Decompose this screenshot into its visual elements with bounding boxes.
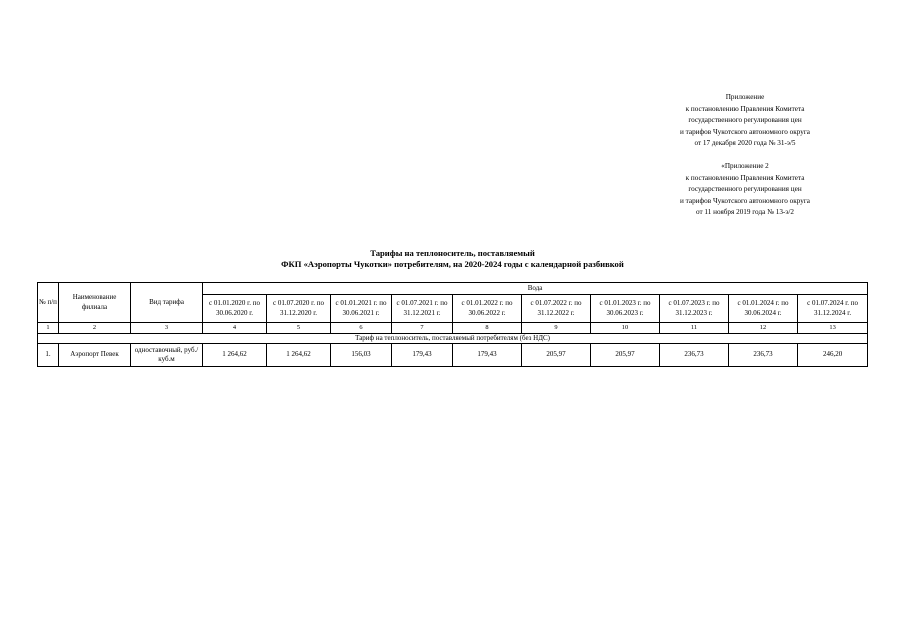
row-no: 1. — [38, 344, 59, 367]
header-period: с 01.07.2023 г. по 31.12.2023 г. — [660, 295, 729, 323]
row-value: 205,97 — [522, 344, 591, 367]
column-number: 5 — [267, 323, 331, 334]
row-branch: Аэропорт Певек — [59, 344, 131, 367]
row-tariff-type: одноставочный, руб./куб.м — [131, 344, 203, 367]
table-row — [38, 344, 868, 367]
column-number: 13 — [798, 323, 868, 334]
header-row — [38, 283, 868, 295]
appendix-line: к постановлению Правления Комитета — [685, 173, 805, 182]
column-number: 4 — [203, 323, 267, 334]
appendix-line: «Приложение 2 — [721, 161, 769, 170]
appendix-line: государственного регулирования цен — [688, 185, 802, 194]
appendix-header — [640, 92, 850, 219]
header-tariff-type: Вид тарифа — [131, 283, 203, 323]
section-label: Тариф на теплоноситель, поставляемый потребителям (без НДС) — [38, 333, 868, 344]
column-number: 9 — [522, 323, 591, 334]
column-number: 6 — [331, 323, 392, 334]
header-period: с 01.01.2023 г. по 30.06.2023 г. — [591, 295, 660, 323]
row-value: 246,20 — [798, 344, 868, 367]
header-period: с 01.07.2021 г. по 31.12.2021 г. — [392, 295, 453, 323]
column-number: 7 — [392, 323, 453, 334]
header-group-water: Вода — [203, 283, 868, 295]
appendix-line: Приложение — [725, 93, 765, 101]
appendix-line: от 11 ноября 2019 года № 13-э/2 — [696, 208, 794, 217]
section-row — [38, 333, 868, 344]
row-value: 156,03 — [331, 344, 392, 367]
column-number: 2 — [59, 323, 131, 334]
row-value: 179,43 — [392, 344, 453, 367]
column-number: 10 — [591, 323, 660, 334]
appendix-line: и тарифов Чукотского автономного округа — [680, 127, 810, 136]
header-period: с 01.07.2022 г. по 31.12.2022 г. — [522, 295, 591, 323]
appendix-line: к постановлению Правления Комитета — [685, 104, 805, 113]
header-period: с 01.07.2020 г. по 31.12.2020 г. — [267, 295, 331, 323]
appendix-line: от 17 декабря 2020 года № 31-э/5 — [694, 139, 796, 148]
tariff-table — [37, 282, 868, 367]
appendix-block-previous — [640, 161, 850, 219]
header-branch: Наименование филиала — [59, 283, 131, 323]
column-number: 8 — [453, 323, 522, 334]
header-no: № п/п — [38, 283, 59, 323]
column-number: 1 — [38, 323, 59, 334]
row-value: 236,73 — [729, 344, 798, 367]
row-value: 205,97 — [591, 344, 660, 367]
column-number: 12 — [729, 323, 798, 334]
appendix-block-current — [640, 92, 850, 150]
column-number: 11 — [660, 323, 729, 334]
row-value: 179,43 — [453, 344, 522, 367]
header-period: с 01.01.2021 г. по 30.06.2021 г. — [331, 295, 392, 323]
header-period: с 01.01.2024 г. по 30.06.2024 г. — [729, 295, 798, 323]
appendix-line: и тарифов Чукотского автономного округа — [680, 196, 810, 205]
row-value: 1 264,62 — [203, 344, 267, 367]
header-period: с 01.01.2022 г. по 30.06.2022 г. — [453, 295, 522, 323]
title-line-1: Тарифы на теплоноситель, поставляемый — [370, 248, 535, 258]
header-period: с 01.07.2024 г. по 31.12.2024 г. — [798, 295, 868, 323]
column-numbers-row — [38, 323, 868, 334]
column-number: 3 — [131, 323, 203, 334]
title-line-2: ФКП «Аэропорты Чукотки» потребителям, на 2020-2024 годы с календарной разбивкой — [281, 259, 624, 269]
document-title — [0, 248, 905, 270]
row-value: 1 264,62 — [267, 344, 331, 367]
header-period: с 01.01.2020 г. по 30.06.2020 г. — [203, 295, 267, 323]
appendix-line: государственного регулирования цен — [688, 116, 802, 125]
row-value: 236,73 — [660, 344, 729, 367]
